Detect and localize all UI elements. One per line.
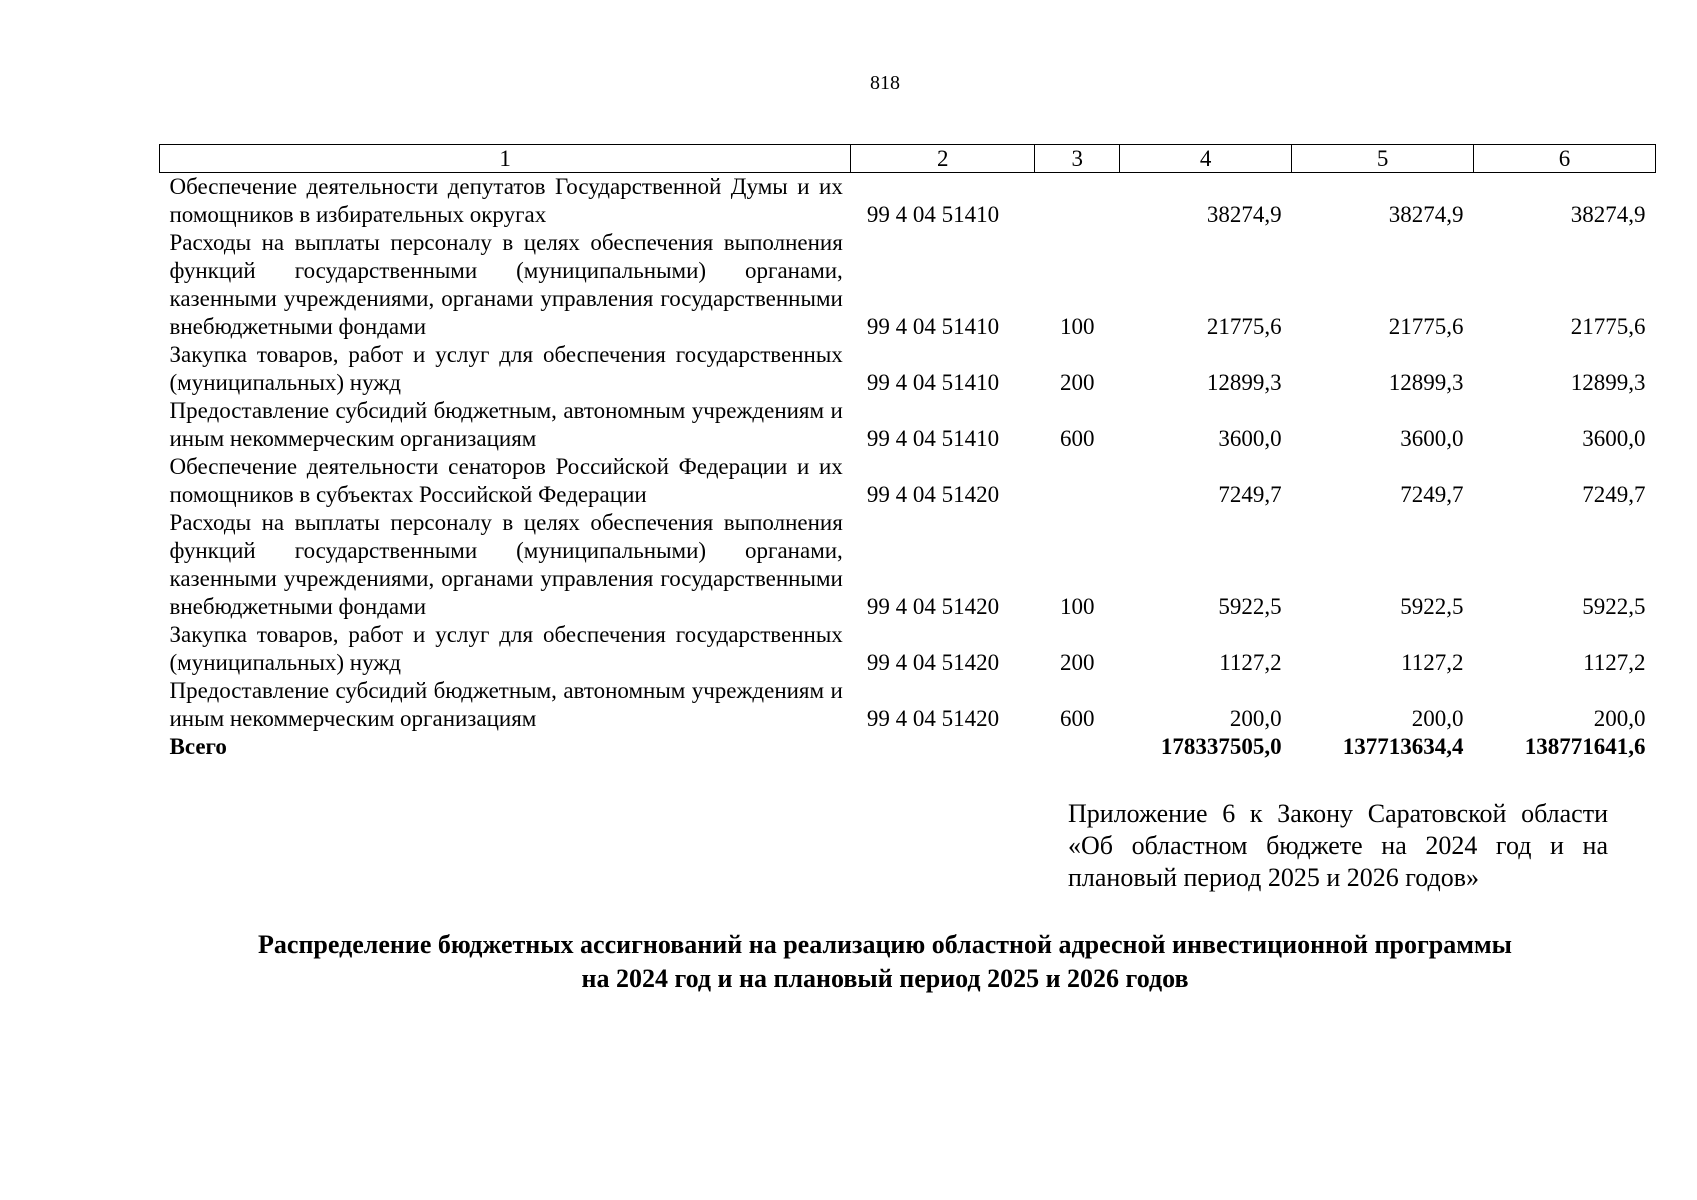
row-target-code: 99 4 04 51420	[866, 706, 1000, 731]
row-target-code: 99 4 04 51410	[866, 314, 1000, 339]
table-row	[160, 453, 1656, 509]
total-value-2026: 138771641,6	[1524, 734, 1646, 759]
row-value-2024: 21775,6	[1206, 314, 1282, 339]
row-expense-type: 100	[1059, 594, 1095, 619]
row-value-2024: 200,0	[1229, 706, 1282, 731]
row-value-2024: 12899,3	[1206, 370, 1282, 395]
table-row	[160, 341, 1656, 397]
row-value-2025: 3600,0	[1400, 426, 1464, 451]
table-row	[160, 173, 1656, 230]
table-row	[160, 229, 1656, 341]
row-description: Расходы на выплаты персоналу в целях обеспечения выполнения функций государственными (муниципальными) органами, казенными учреждениями, органами управления государственными внебюджетными фондами	[169, 230, 843, 339]
row-value-2024: 5922,5	[1218, 594, 1282, 619]
row-expense-type	[1035, 173, 1120, 230]
row-expense-type: 100	[1059, 314, 1095, 339]
row-value-2024: 7249,7	[1218, 482, 1282, 507]
table-row	[160, 509, 1656, 621]
row-description: Закупка товаров, работ и услуг для обеспечения государственных (муниципальных) нужд	[169, 622, 843, 675]
row-description: Предоставление субсидий бюджетным, автономным учреждениям и иным некоммерческим организациям	[169, 398, 843, 451]
document-title	[0, 928, 1697, 996]
row-value-2026: 12899,3	[1570, 370, 1646, 395]
document-title-line-2: на 2024 год и на плановый период 2025 и 2026 годов	[581, 964, 1189, 993]
row-expense-type	[1035, 453, 1120, 509]
row-value-2026: 21775,6	[1570, 314, 1646, 339]
column-header: 1	[160, 145, 851, 173]
row-description: Обеспечение деятельности сенаторов Российской Федерации и их помощников в субъектах Российской Федерации	[169, 454, 843, 507]
column-header: 3	[1035, 145, 1120, 173]
row-value-2024: 1127,2	[1219, 650, 1282, 675]
row-expense-type: 200	[1059, 370, 1095, 395]
total-value-2025: 137713634,4	[1342, 734, 1464, 759]
appendix-note: Приложение 6 к Закону Саратовской области «Об областном бюджете на 2024 год и на плановый период 2025 и 2026 годов»	[1068, 799, 1608, 892]
column-header: 6	[1474, 145, 1656, 173]
row-value-2024: 3600,0	[1218, 426, 1282, 451]
row-description: Предоставление субсидий бюджетным, автономным учреждениям и иным некоммерческим организациям	[169, 678, 843, 731]
row-description: Закупка товаров, работ и услуг для обеспечения государственных (муниципальных) нужд	[169, 342, 843, 395]
row-value-2026: 200,0	[1593, 706, 1646, 731]
row-value-2025: 21775,6	[1388, 314, 1464, 339]
row-target-code: 99 4 04 51410	[866, 202, 1000, 227]
total-row	[160, 733, 1656, 761]
row-value-2026: 5922,5	[1582, 594, 1646, 619]
column-header: 4	[1120, 145, 1292, 173]
table-row	[160, 677, 1656, 733]
page-number: 818	[870, 72, 900, 94]
row-value-2026: 1127,2	[1583, 650, 1646, 675]
row-target-code: 99 4 04 51420	[866, 594, 1000, 619]
row-expense-type: 600	[1059, 706, 1095, 731]
total-value-2024: 178337505,0	[1160, 734, 1282, 759]
row-value-2025: 200,0	[1411, 706, 1464, 731]
row-target-code: 99 4 04 51420	[866, 482, 1000, 507]
row-target-code: 99 4 04 51410	[866, 370, 1000, 395]
row-value-2025: 38274,9	[1388, 202, 1464, 227]
table-row	[160, 621, 1656, 677]
column-header: 5	[1292, 145, 1474, 173]
row-target-code: 99 4 04 51420	[866, 650, 1000, 675]
row-value-2025: 12899,3	[1388, 370, 1464, 395]
row-description: Обеспечение деятельности депутатов Государственной Думы и их помощников в избирательных округах	[169, 174, 843, 227]
row-value-2026: 38274,9	[1570, 202, 1646, 227]
total-label: Всего	[169, 734, 227, 759]
row-expense-type: 600	[1059, 426, 1095, 451]
row-value-2025: 7249,7	[1400, 482, 1464, 507]
row-expense-type: 200	[1059, 650, 1095, 675]
table-row	[160, 397, 1656, 453]
row-value-2025: 1127,2	[1401, 650, 1464, 675]
row-value-2026: 7249,7	[1582, 482, 1646, 507]
column-header: 2	[851, 145, 1035, 173]
budget-table	[159, 144, 1656, 761]
row-target-code: 99 4 04 51410	[866, 426, 1000, 451]
row-value-2026: 3600,0	[1582, 426, 1646, 451]
row-description: Расходы на выплаты персоналу в целях обеспечения выполнения функций государственными (муниципальными) органами, казенными учреждениями, органами управления государственными внебюджетными фондами	[169, 510, 843, 619]
document-title-line-1: Распределение бюджетных ассигнований на реализацию областной адресной инвестиционной программы	[258, 930, 1512, 959]
table-header-row	[160, 145, 1656, 173]
row-value-2025: 5922,5	[1400, 594, 1464, 619]
row-value-2024: 38274,9	[1206, 202, 1282, 227]
